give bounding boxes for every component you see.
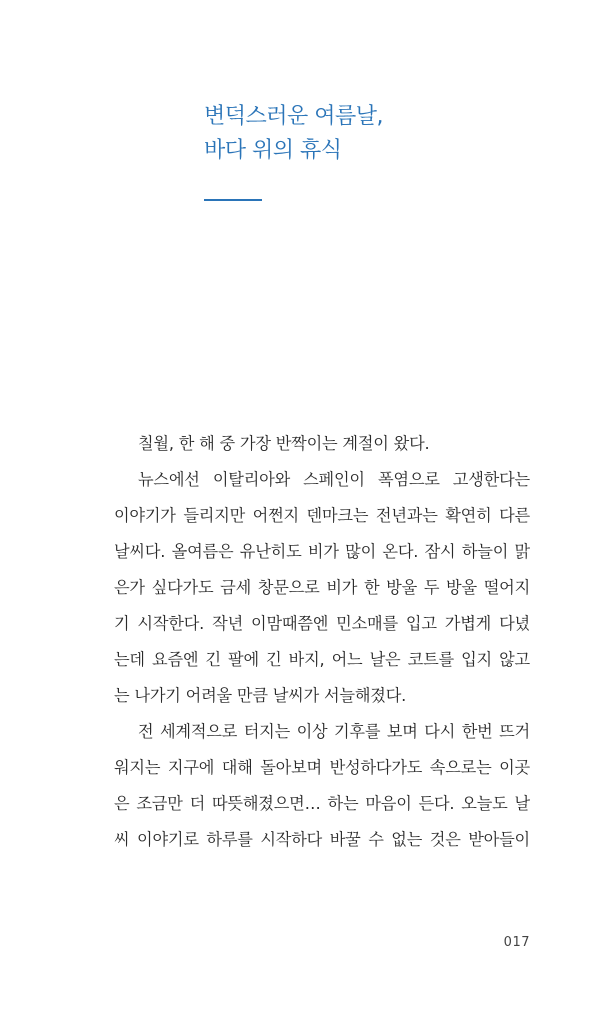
paragraph-2-line-3: 날씨다. 올여름은 유난히도 비가 많이 온다. 잠시 하늘이 맑	[114, 542, 530, 561]
paragraph-3-line-2: 워지는 지구에 대해 돌아보며 반성하다가도 속으로는 이곳	[114, 758, 530, 777]
paragraph-2-line-4: 은가 싶다가도 금세 창문으로 비가 한 방울 두 방울 떨어지	[114, 578, 530, 597]
paragraph-3-line-1: 전 세계적으로 터지는 이상 기후를 보며 다시 한번 뜨거	[138, 722, 530, 741]
paragraph-2-line-6: 는데 요즘엔 긴 팔에 긴 바지, 어느 날은 코트를 입지 않고	[114, 650, 530, 669]
chapter-title-line-2: 바다 위의 휴식	[204, 138, 342, 163]
paragraph-1-line-1: 칠월, 한 해 중 가장 반짝이는 계절이 왔다.	[138, 434, 430, 453]
chapter-title-line-1: 변덕스러운 여름날,	[204, 104, 384, 129]
paragraph-3-line-4: 씨 이야기로 하루를 시작하다 바꿀 수 없는 것은 받아들이	[114, 830, 530, 849]
paragraph-2-line-1: 뉴스에선 이탈리아와 스페인이 폭염으로 고생한다는	[138, 470, 530, 489]
paragraph-2-line-2: 이야기가 들리지만 어쩐지 덴마크는 전년과는 확연히 다른	[114, 506, 530, 525]
paragraph-3-line-3: 은 조금만 더 따뜻해졌으면… 하는 마음이 든다. 오늘도 날	[114, 794, 530, 813]
title-underline	[204, 199, 262, 201]
page-number: 017	[503, 935, 530, 950]
body-text	[114, 426, 530, 858]
paragraph-2-line-7: 는 나가기 어려울 만큼 날씨가 서늘해졌다.	[114, 686, 407, 705]
chapter-title	[204, 100, 564, 168]
paragraph-2-line-5: 기 시작한다. 작년 이맘때쯤엔 민소매를 입고 가볍게 다녔	[114, 614, 530, 633]
